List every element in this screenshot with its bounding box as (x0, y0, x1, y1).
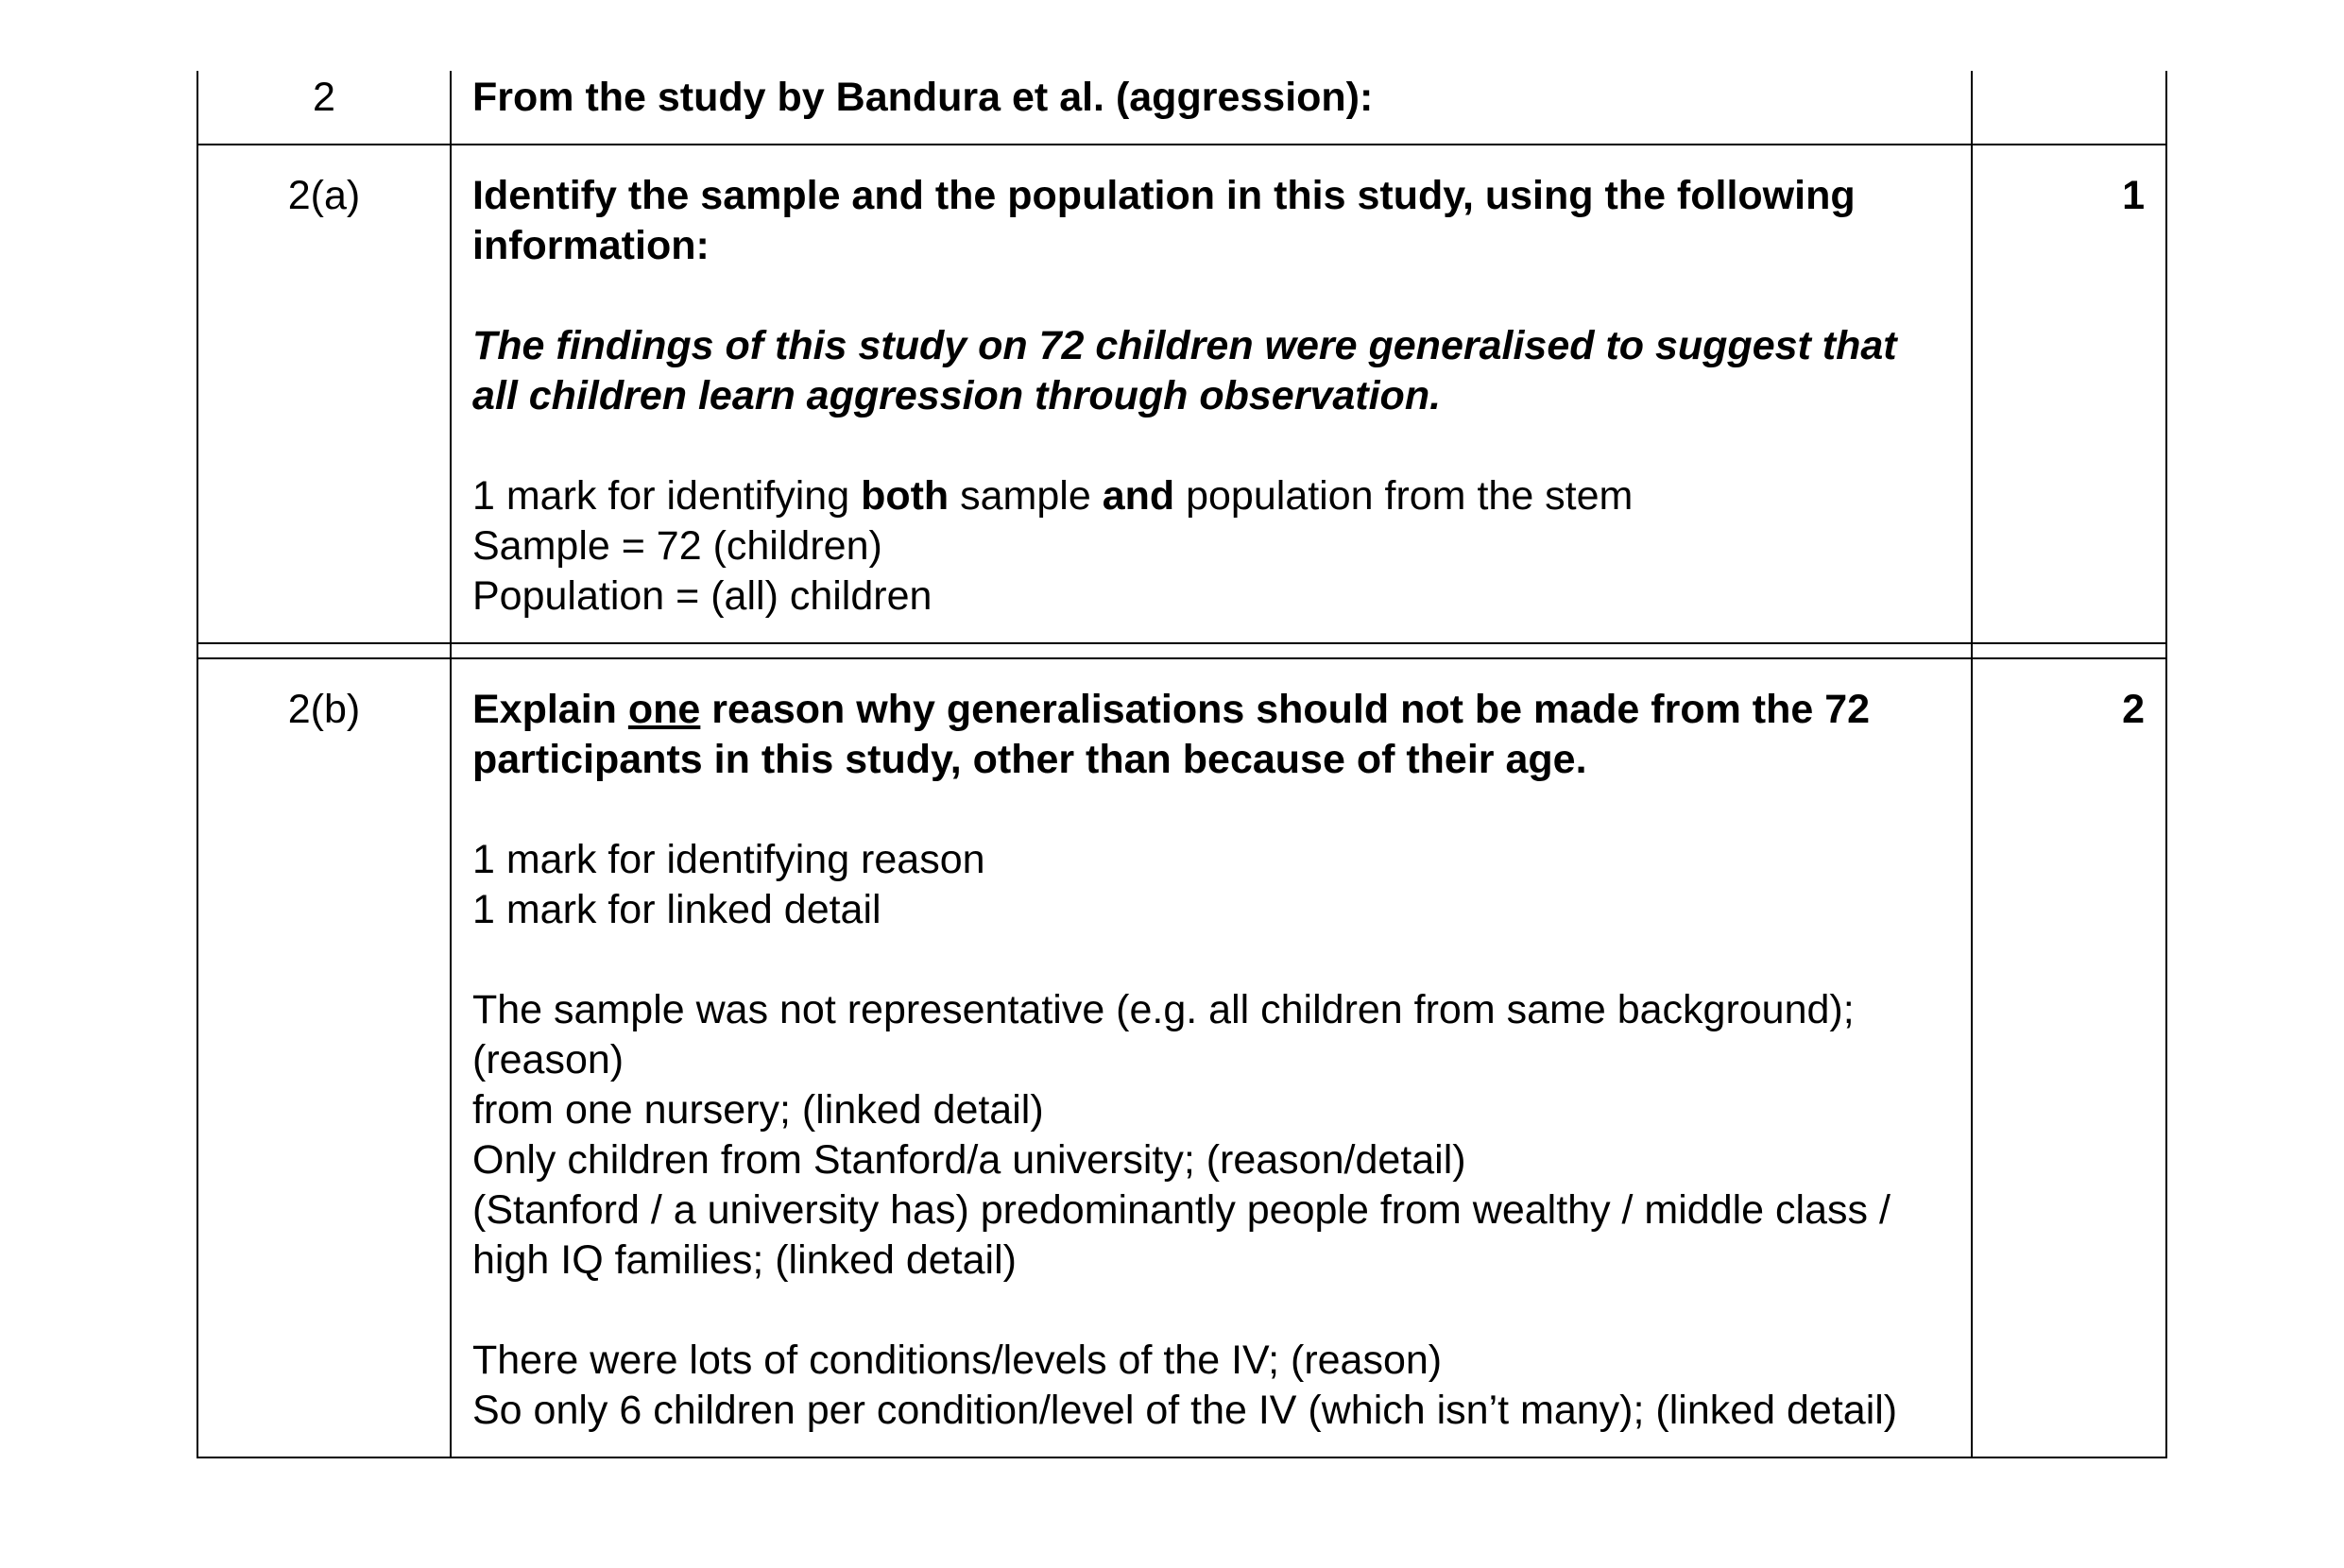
marks-cell: 2 (1972, 658, 2166, 1457)
question-intro: From the study by Bandura et al. (aggression): (451, 71, 1972, 145)
answer-line: Sample = 72 (children) (472, 523, 882, 569)
question-text: Explain one reason why generalisations should not be made from the 72 participants in this study, other than because of their age. (472, 687, 1871, 782)
marks-cell: 1 (1972, 145, 2166, 643)
answer-line: from one nursery; (linked detail) (472, 1087, 1044, 1133)
marking-guidance: 1 mark for identifying reason (472, 837, 985, 882)
answer-line: So only 6 children per condition/level of the IV (which isn’t many); (linked detail) (472, 1388, 1898, 1433)
question-text: Identify the sample and the population in this study, using the following information: (472, 173, 1856, 268)
answer-line: Population = (all) children (472, 573, 932, 619)
marking-guidance: 1 mark for linked detail (472, 887, 881, 932)
question-number: 2(a) (197, 145, 451, 643)
answer-cell (451, 145, 1972, 643)
row-separator (197, 643, 2166, 658)
answer-line: There were lots of conditions/levels of the IV; (reason) (472, 1338, 1443, 1383)
question-row-2a (197, 145, 2166, 643)
answer-line: (Stanford / a university has) predominantly people from wealthy / middle class / high IQ families; (linked detail) (472, 1187, 1891, 1283)
answer-line: The sample was not representative (e.g. all children from same background); (reason) (472, 987, 1855, 1082)
question-number: 2(b) (197, 658, 451, 1457)
emphasis-underline: one (627, 687, 701, 732)
question-stem: The findings of this study on 72 children were generalised to suggest that all children learn aggression through observation. (472, 323, 1897, 418)
answer-line: Only children from Stanford/a university; (reason/detail) (472, 1137, 1466, 1183)
marks-cell (1972, 71, 2166, 145)
answer-cell (451, 658, 1972, 1457)
mark-scheme-table (197, 71, 2167, 1458)
question-row-2b (197, 658, 2166, 1457)
marking-guidance: 1 mark for identifying both sample and population from the stem (472, 473, 1634, 519)
question-number: 2 (197, 71, 451, 145)
question-header-row (197, 71, 2166, 145)
